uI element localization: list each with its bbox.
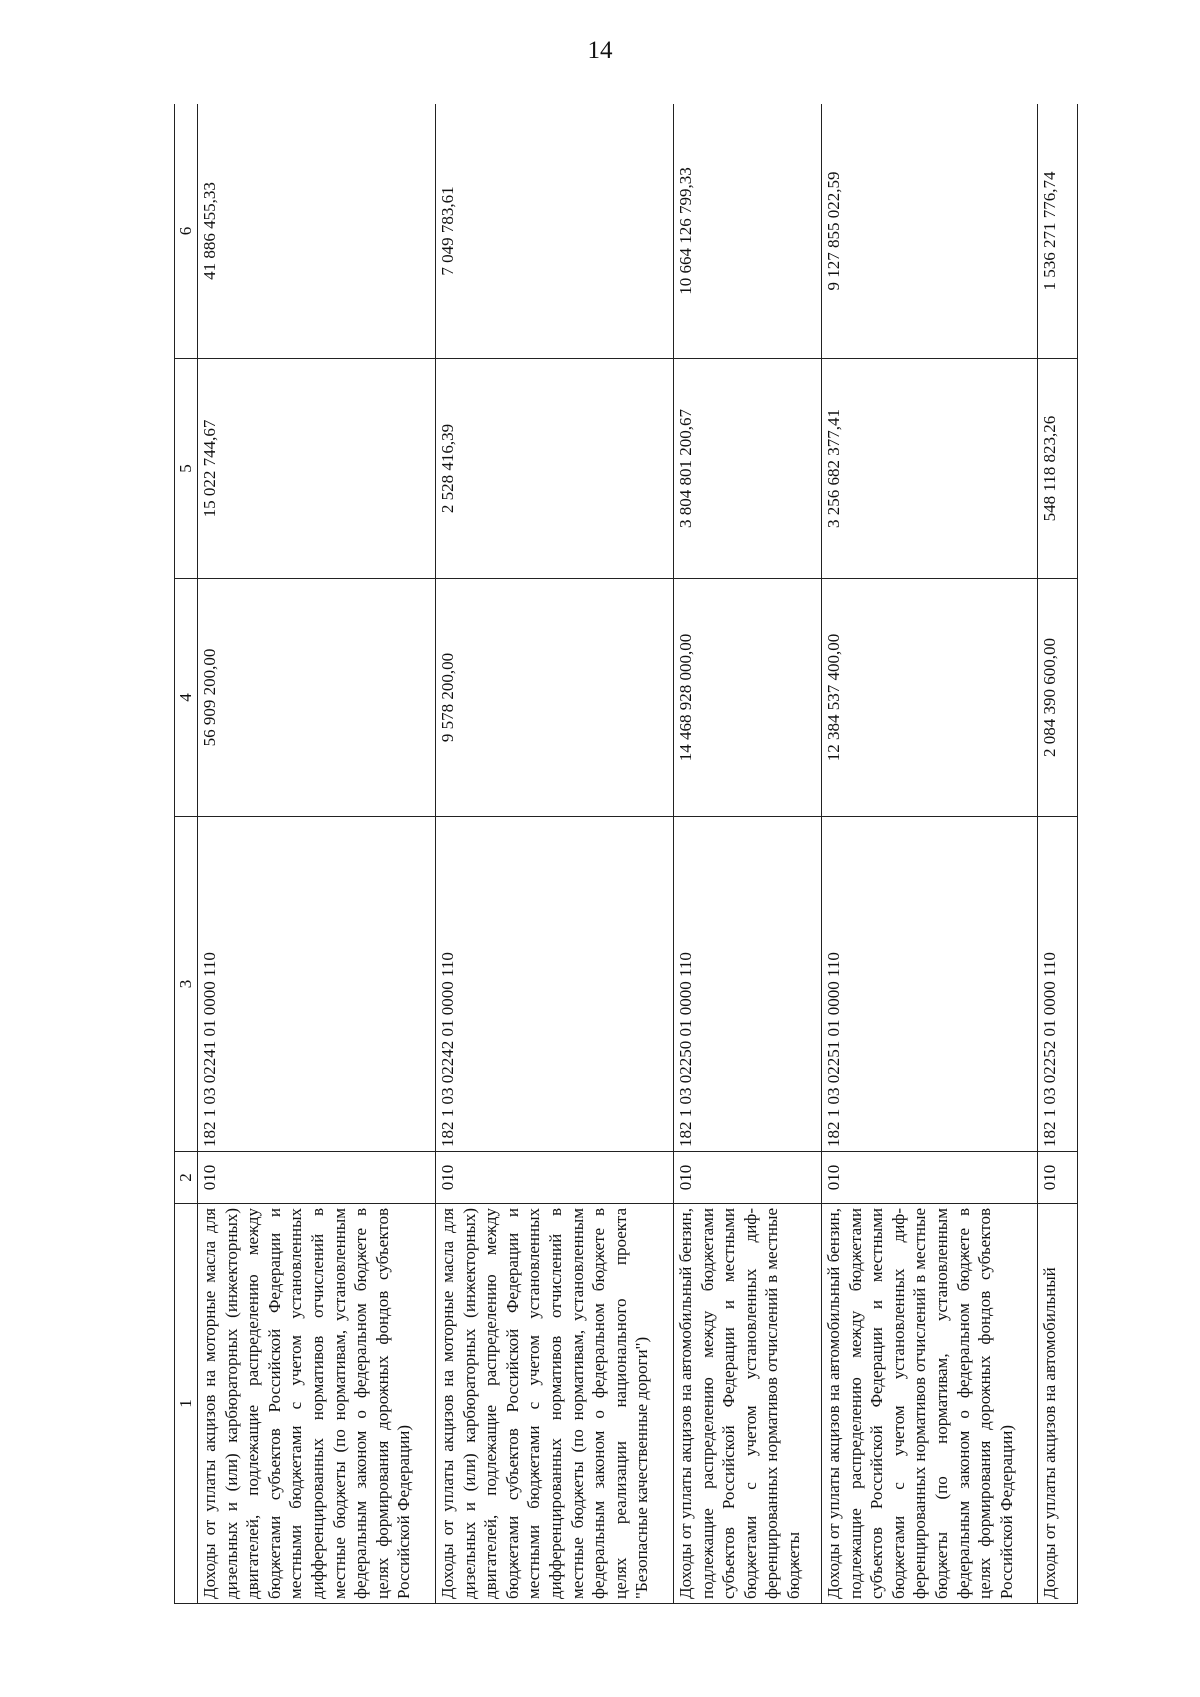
- row-value-col6: 41 886 455,33: [198, 104, 436, 359]
- row-description: Доходы от уплаты акцизов на автомобильный: [1038, 1204, 1078, 1604]
- row-value-col5: 3 256 682 377,41: [822, 359, 1038, 579]
- header-cell-3: 3: [175, 817, 198, 1152]
- row-description: Доходы от уплаты акцизов на автомобильный бензин, подлежащие распределению между бюджетами субъектов Российской Федерации и местными бюджетами с учетом установленных дифференцированных нормативов отчислений в местные бюджеты: [674, 1204, 822, 1604]
- row-kbk: 182 1 03 02252 01 0000 110: [1038, 817, 1078, 1152]
- table-header-row: [175, 104, 198, 1604]
- row-value-col4: 14 468 928 000,00: [674, 579, 822, 817]
- row-code: 010: [1038, 1152, 1078, 1204]
- header-cell-5: 5: [175, 359, 198, 579]
- row-value-col6: 1 536 271 776,74: [1038, 104, 1078, 359]
- table-row: [822, 104, 1038, 1604]
- row-description: Доходы от уплаты акцизов на моторные масла для дизельных и (или) карбюраторных (инжекторных) двигателей, подлежащие распределению между бюджетами субъектов Российской Федерации и местными бюджетами с учетом установленных дифференцированных нормативов отчислений в местные бюджеты (по нормативам, установленным федеральным законом о федеральном бюджете в целях формирования дорожных фондов субъектов Российской Федерации): [198, 1204, 436, 1604]
- row-kbk: 182 1 03 02251 01 0000 110: [822, 817, 1038, 1152]
- row-value-col4: 2 084 390 600,00: [1038, 579, 1078, 817]
- table-row: [198, 104, 436, 1604]
- row-value-col6: 7 049 783,61: [436, 104, 674, 359]
- row-value-col5: 548 118 823,26: [1038, 359, 1078, 579]
- header-cell-1: 1: [175, 1204, 198, 1604]
- row-value-col5: 2 528 416,39: [436, 359, 674, 579]
- table-frame: [174, 104, 1119, 1604]
- rotated-table-container: [174, 104, 1119, 1604]
- row-kbk: 182 1 03 02250 01 0000 110: [674, 817, 822, 1152]
- row-kbk: 182 1 03 02241 01 0000 110: [198, 817, 436, 1152]
- row-value-col4: 9 578 200,00: [436, 579, 674, 817]
- table-row: [1038, 104, 1078, 1604]
- row-value-col5: 15 022 744,67: [198, 359, 436, 579]
- row-description: Доходы от уплаты акцизов на моторные масла для дизельных и (или) карбюраторных (инжекторных) двигателей, подлежащие распределению между бюджетами субъектов Российской Федерации и местными бюджетами с учетом установленных дифференцированных нормативов отчислений в местные бюджеты (по нормативам, установленным федеральным законом о федеральном бюджете в целях реализации национального проекта "Безопасные качественные дороги"): [436, 1204, 674, 1604]
- header-cell-4: 4: [175, 579, 198, 817]
- table-row: [674, 104, 822, 1604]
- row-value-col4: 12 384 537 400,00: [822, 579, 1038, 817]
- row-value-col6: 9 127 855 022,59: [822, 104, 1038, 359]
- row-code: 010: [436, 1152, 674, 1204]
- header-cell-6: 6: [175, 104, 198, 359]
- row-kbk: 182 1 03 02242 01 0000 110: [436, 817, 674, 1152]
- row-description: Доходы от уплаты акцизов на автомобильный бензин, подлежащие распределению между бюджетами субъектов Российской Федерации и местными бюджетами с учетом установленных дифференцированных нормативов отчислений в местные бюджеты (по нормативам, установленным федеральным законом о федеральном бюджете в целях формирования дорожных фондов субъектов Российской Федерации): [822, 1204, 1038, 1604]
- budget-table: [174, 104, 1078, 1604]
- header-cell-2: 2: [175, 1152, 198, 1204]
- row-code: 010: [822, 1152, 1038, 1204]
- row-code: 010: [198, 1152, 436, 1204]
- page-number: 14: [587, 37, 613, 64]
- row-value-col4: 56 909 200,00: [198, 579, 436, 817]
- row-code: 010: [674, 1152, 822, 1204]
- table-row: [436, 104, 674, 1604]
- row-value-col6: 10 664 126 799,33: [674, 104, 822, 359]
- row-value-col5: 3 804 801 200,67: [674, 359, 822, 579]
